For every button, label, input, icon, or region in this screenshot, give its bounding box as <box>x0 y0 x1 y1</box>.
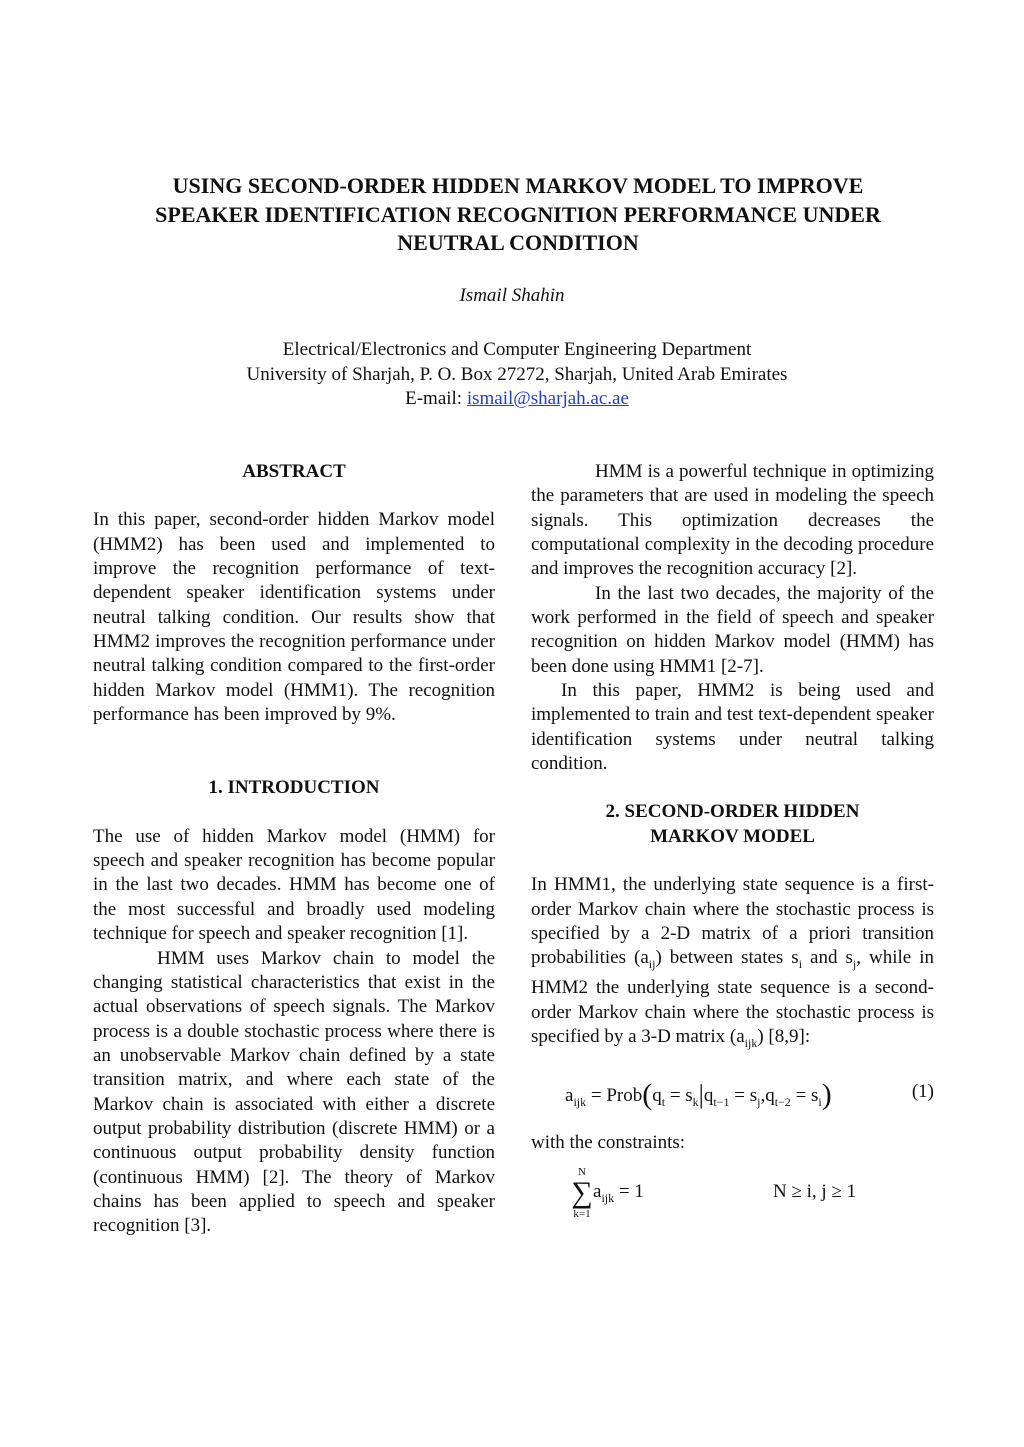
intro-paragraph-1: The use of hidden Markov model (HMM) for speech and speaker recognition has become popular in the last two decades. HMM has become one of the most successful and broadly used modeling technique for speech and speaker recognition [1]. <box>93 825 495 945</box>
math-symbol: a <box>593 1180 602 1202</box>
math-symbol: a <box>565 1085 574 1107</box>
email-line <box>0 387 1024 412</box>
subscript: ijk <box>601 1190 615 1205</box>
title-line: SPEAKER IDENTIFICATION RECOGNITION PERFORMANCE UNDER <box>155 201 881 227</box>
given-bar: | <box>698 1080 704 1110</box>
abstract-text: In this paper, second-order hidden Markov model (HMM2) has been used and implemented to improve the recognition performance of text-dependent speaker identification systems under neutral talking condition. Our results show that HMM2 improves the recognition performance under neutral talking condition compared to the first-order hidden Markov model (HMM1). The recognition performance has been improved by 9%. <box>93 509 495 726</box>
section2-heading-line: MARKOV MODEL <box>650 825 815 847</box>
university-address: University of Sharjah, P. O. Box 27272, Sharjah, United Arab Emirates <box>246 363 788 385</box>
constraint-condition: N ≥ i, j ≥ 1 <box>773 1180 857 1202</box>
sum-upper-limit: N <box>578 1165 586 1178</box>
email-link[interactable]: ismail@sharjah.ac.ae <box>466 388 629 409</box>
math-symbol: = s <box>669 1085 693 1107</box>
subscript: t−2 <box>774 1094 791 1109</box>
title-line: USING SECOND-ORDER HIDDEN MARKOV MODEL TO IMPROVE <box>172 173 864 198</box>
intro-paragraph-3: HMM is a powerful technique in optimizing the parameters that are used in modeling the speech signals. This optimization decreases the computational complexity in the decoding procedure and improves the recognition accuracy [2]. <box>531 461 934 580</box>
abstract-heading: ABSTRACT <box>242 461 346 482</box>
subscript: ij <box>648 956 656 971</box>
affiliation <box>0 338 1024 412</box>
subscript: i <box>818 1094 822 1109</box>
constraint-formula <box>593 1180 644 1210</box>
subscript: j <box>757 1094 761 1109</box>
intro-paragraph-4: In the last two decades, the majority of the work performed in the field of speech and speaker recognition on hidden Markov model (HMM) has been done using HMM1 [2-7]. <box>531 582 934 677</box>
introduction-heading: 1. INTRODUCTION <box>208 777 380 799</box>
equation-number: (1) <box>911 1081 934 1103</box>
text-run: In HMM1, the underlying state sequence is a first-order Markov chain where the stochastic process is specified by a 2-D matrix of a priori transition probabilities (a <box>531 874 934 969</box>
text-run: , while in HMM2 the underlying state sequence is a second-order Markov chain where the stochastic process is specified by a 3-D matrix (a <box>531 947 935 1048</box>
math-symbol: = s <box>795 1085 819 1107</box>
author-name: Ismail Shahin <box>459 285 565 306</box>
subscript: t <box>661 1094 666 1109</box>
text-run: ) between states s <box>655 947 799 969</box>
subscript: ijk <box>744 1035 758 1050</box>
text-run: ) [8,9]: <box>757 1026 811 1048</box>
left-column <box>93 460 495 1239</box>
email-label: E-mail: <box>405 388 467 409</box>
math-symbol: q <box>652 1085 662 1107</box>
equation-1 <box>531 1063 934 1131</box>
department: Electrical/Electronics and Computer Engineering Department <box>282 339 752 360</box>
subscript: k <box>692 1094 699 1109</box>
section2-paragraph-1 <box>531 873 934 1055</box>
math-symbol: = 1 <box>618 1180 644 1202</box>
equation-1-formula <box>565 1077 832 1114</box>
open-paren: ( <box>642 1078 653 1112</box>
math-symbol: q <box>703 1085 714 1107</box>
equation-constraint <box>531 1166 934 1246</box>
right-column <box>531 460 934 1246</box>
title-line: NEUTRAL CONDITION <box>397 230 639 255</box>
intro-paragraph-2: HMM uses Markov chain to model the changing statistical characteristics that exist in the actual observations of speech signals. The Markov process is a double stochastic process where there is an unobservable Markov chain defined by a state transition matrix, and where each state of the Markov chain is associated with either a discrete output probability distribution (discrete HMM) or a continuous output probability density function (continuous HMM) [2]. The theory of Markov chains has been applied to speech and speaker recognition [3]. <box>93 947 495 1237</box>
math-symbol: = s <box>734 1085 758 1107</box>
section2-heading <box>531 800 934 849</box>
intro-paragraph-5: In this paper, HMM2 is being used and implemented to train and test text-dependent speaker identification systems under neutral talking condition. <box>531 680 934 775</box>
paper-title <box>80 172 956 258</box>
math-symbol: , <box>760 1085 766 1107</box>
section2-heading-line: 2. SECOND-ORDER HIDDEN <box>605 801 860 823</box>
subscript: t−1 <box>713 1094 730 1109</box>
close-paren: ) <box>821 1078 832 1112</box>
math-symbol: = Prob <box>590 1085 643 1107</box>
sum-lower-limit: k=1 <box>573 1207 591 1220</box>
sigma-icon: ∑ <box>571 1175 593 1209</box>
constraints-label: with the constraints: <box>531 1132 686 1154</box>
subscript: ijk <box>573 1094 587 1109</box>
subscript: i <box>798 956 803 971</box>
subscript: j <box>852 956 857 971</box>
text-run: and s <box>802 947 853 969</box>
math-symbol: q <box>765 1085 775 1107</box>
